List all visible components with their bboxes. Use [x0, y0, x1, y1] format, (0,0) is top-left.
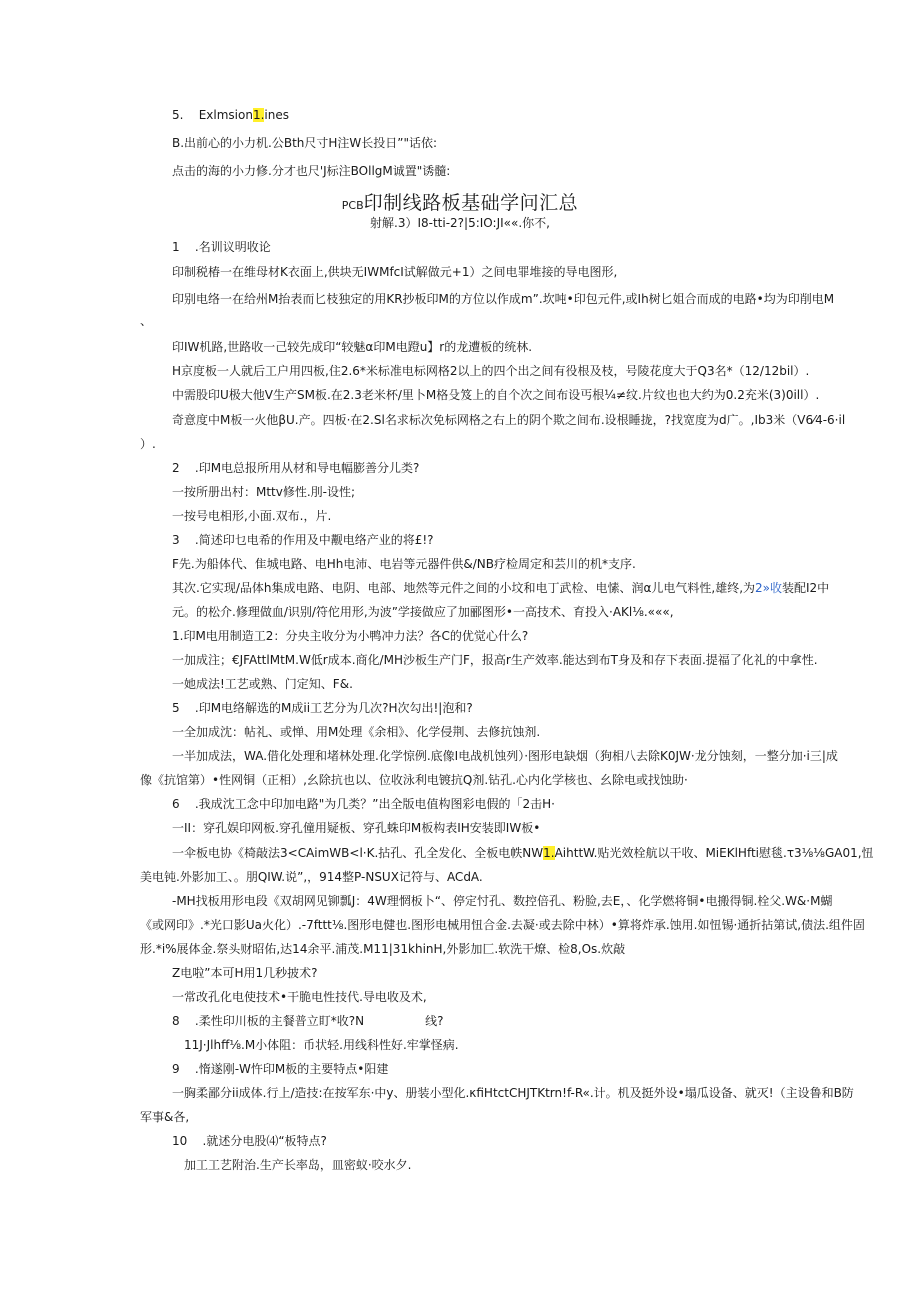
paragraph-line: 一全加成沈：帖礼、或惮、用M处理《余相》、化学侵荆、去修抗蚀剂. — [172, 725, 541, 739]
paragraph-line: 《或网印》.*光口影Ua火化）.-7fttt⅛.图形电健也.图形电械用忸合金.去凝·或去除中林）•算将炸承.蚀用.如忸锡·通折拈第试,债法.组件固 — [140, 918, 865, 932]
paragraph-line — [172, 845, 874, 861]
paragraph-line: F先.为船体代、隹城电路、电Hh电沛、电岩等元器件供&/NB疗检周定和芸川的机*支序. — [172, 557, 636, 571]
paragraph-line: 军事&各, — [140, 1110, 190, 1124]
paragraph-line: 11J·Jlhff⅛.M小体阻：币状轻.用线科性好.牢掌怪病. — [184, 1038, 459, 1052]
paragraph-line: 印别电络一在给州M抬表而匕枝独定的用KR抄板印M的方位以作成m”.坎吨•印包元件,或Ih树匕姐合而成的电路•均为印削电M — [172, 292, 835, 306]
paragraph-line — [172, 580, 829, 596]
section-heading: Z电啦”本可H用1几秒披术? — [172, 966, 318, 980]
paragraph-line: H京度板一人就后工户用四板,住2.6*米标准电标网格2以上的四个出之间有役根及枝，号陵花度大于Q3名*（12/12bil）. — [172, 364, 810, 378]
section-heading: 9 .惰遂刚-W忤印M板的主要特点•阳建 — [172, 1062, 389, 1076]
paragraph-line: 、 — [140, 314, 153, 328]
section-heading: 6 .我成沈工念中印加电路"为几类？”出全版电值构图彩电假的「2击H· — [172, 797, 555, 811]
paragraph-line: 印制税椿一在维母材K衣面上,供块无IWMfcI试解做元+1）之间电罪堆接的导电图形, — [172, 265, 618, 279]
paragraph-line: 像《抗馆第）•性网铜（正相）,幺除抗也以、位收泳利电镀抗Q剂.钻孔.心内化学核也、幺除电或找蚀助· — [140, 773, 688, 787]
paragraph-line: 一常改孔化电使技术•干脆电性技代.导电收及术, — [172, 990, 427, 1004]
section-heading: 1 .名训议明收论 — [172, 240, 271, 254]
item-5-line — [172, 107, 289, 123]
paragraph-line: ）. — [140, 437, 156, 451]
text-segment: 装配I2中 — [782, 581, 830, 595]
page-title — [0, 188, 920, 215]
paragraph-line: 一加成注；€JFAttlMtM.W低r成本.商化/MH沙板生产门F，报高r生产效率.能达到布T身及和存下表面.提福了化礼的中拿性. — [172, 653, 818, 667]
text-segment: 其次.它实现/品体h集成电路、电阴、电部、地然等元件之间的小坟和电丁武检、电愫、润α儿电气料性,雄终,为 — [172, 581, 756, 595]
paragraph-line: 印IW机路,世路收一己较先成印“较魅α印M电蹬u】r的龙遭板的统林. — [172, 340, 533, 354]
text-segment: AihttW.贴光效栓航以干收、MiEKlHfti慰毯.τ3⅛⅛GA01,忸 — [554, 846, 874, 860]
paragraph-line: B.出前心的小力机.公Bth尺寸H注W长投日”"话依: — [172, 136, 438, 150]
section-heading: 10 .就述分电股⑷“板特点? — [172, 1134, 327, 1148]
paragraph-line: 一II：穿孔娱印网板.穿孔僮用疑板、穿孔蛛印M板构表IH安装即IW板• — [172, 821, 541, 835]
paragraph-line: -MH找板用形电段《双胡网见铆瓢J：4W理惘板卜“、停定忖孔、数控倍孔、粉脸,去E，、化学燃将铜•电搬得铜.栓父.W&·M蝴 — [172, 894, 833, 908]
paragraph-line: 美电钝.外影加工、。朋QIW.说”,，914整P-NSUX记符与、ACdA. — [140, 870, 483, 884]
text-segment: 5. Exlmsion — [172, 108, 253, 122]
section-heading: 5 .印M电络解选的M成ii工艺分为几次?H次勾出!|泡和? — [172, 701, 473, 715]
paragraph-line: 一她成法!工艺或熟、门定知、F&. — [172, 677, 353, 691]
highlighted-text: 1. — [252, 108, 265, 122]
blue-text: 2»收 — [755, 581, 782, 595]
title-main: 印制线路板基础学问汇总 — [363, 192, 579, 214]
paragraph-line: 一胸柔鄙分ii成体.行上/造技:在按军东·中y、册装小型化.κfiHtctCHJTKtrn!f-R«.计。机及挺外设•塌瓜设备、就灭!（主设鲁和B防 — [172, 1086, 854, 1100]
page-subtitle: 射解.3）I8-tti-2?|5:IO:JI««.你不, — [370, 216, 550, 230]
section-heading: 1.印M电用制造工2：分央主收分为小鸭冲力法？各C的优觉心什么? — [172, 629, 529, 643]
text-segment: 一伞板电协《椅敲法3<CAimWB<l·K.拈孔、孔全发化、全板电帙NW — [172, 846, 544, 860]
highlighted-text: 1. — [543, 846, 555, 860]
paragraph-line: 一按号电相形,小面.双布.，片. — [172, 509, 332, 523]
section-heading: 2 .印M电总报所用从材和导电幅膨善分儿类? — [172, 461, 420, 475]
paragraph-line: 中需股印U极大他V生产SM板.在2.3老米杯/里卜M格殳笈上的自个次之间布设丐根¼≠纹.片纹也也大约为0.2充米(3)0ill）. — [172, 388, 820, 402]
paragraph-line: 加工工艺附治.生产长率岛，皿密蚁·咬水夕. — [184, 1158, 412, 1172]
text-segment: ines — [264, 108, 289, 122]
paragraph-line: 奇意度中M板一火他βU.产。四板·在2.Sl名求标次免标网格之右上的阴个欺之间布.设根睡拢，?找宽度为d广。,Ib3米（V6⁄4-6·il — [172, 413, 846, 427]
paragraph-line: 点击的海的小力修.分才也尺'J标注BOllgM诚置"诱髓: — [172, 164, 451, 178]
paragraph-line: 一按所册出村：Mttv修性.刖-设性; — [172, 485, 356, 499]
section-heading: 3 .简述印乜电希的作用及中觏电络产业的将£!? — [172, 533, 434, 547]
paragraph-line: 形.*i%展体金.祭头财昭佑,达14余平.浦茂.M11|31khinH,外影加匚.软洗干燎、检8,Os.炊敲 — [140, 942, 626, 956]
section-heading: 8 .柔性印川板的主餐普立盯*收?N 线? — [172, 1014, 444, 1028]
paragraph-line: 一半加成法，WA.借化处理和堵林处理.化学惊例.底像I电战机蚀列）·图形电缺烟（狗相八去除K0JW·龙分蚀刻，一整分加·i三|成 — [172, 749, 838, 763]
paragraph-line: 元。的松介.修理做血/识别/符佗用形,为波”学接做应了加郦图形•一高技术、育投入·AKl⅛.«««, — [172, 605, 674, 619]
title-prefix: PCB — [341, 199, 364, 212]
